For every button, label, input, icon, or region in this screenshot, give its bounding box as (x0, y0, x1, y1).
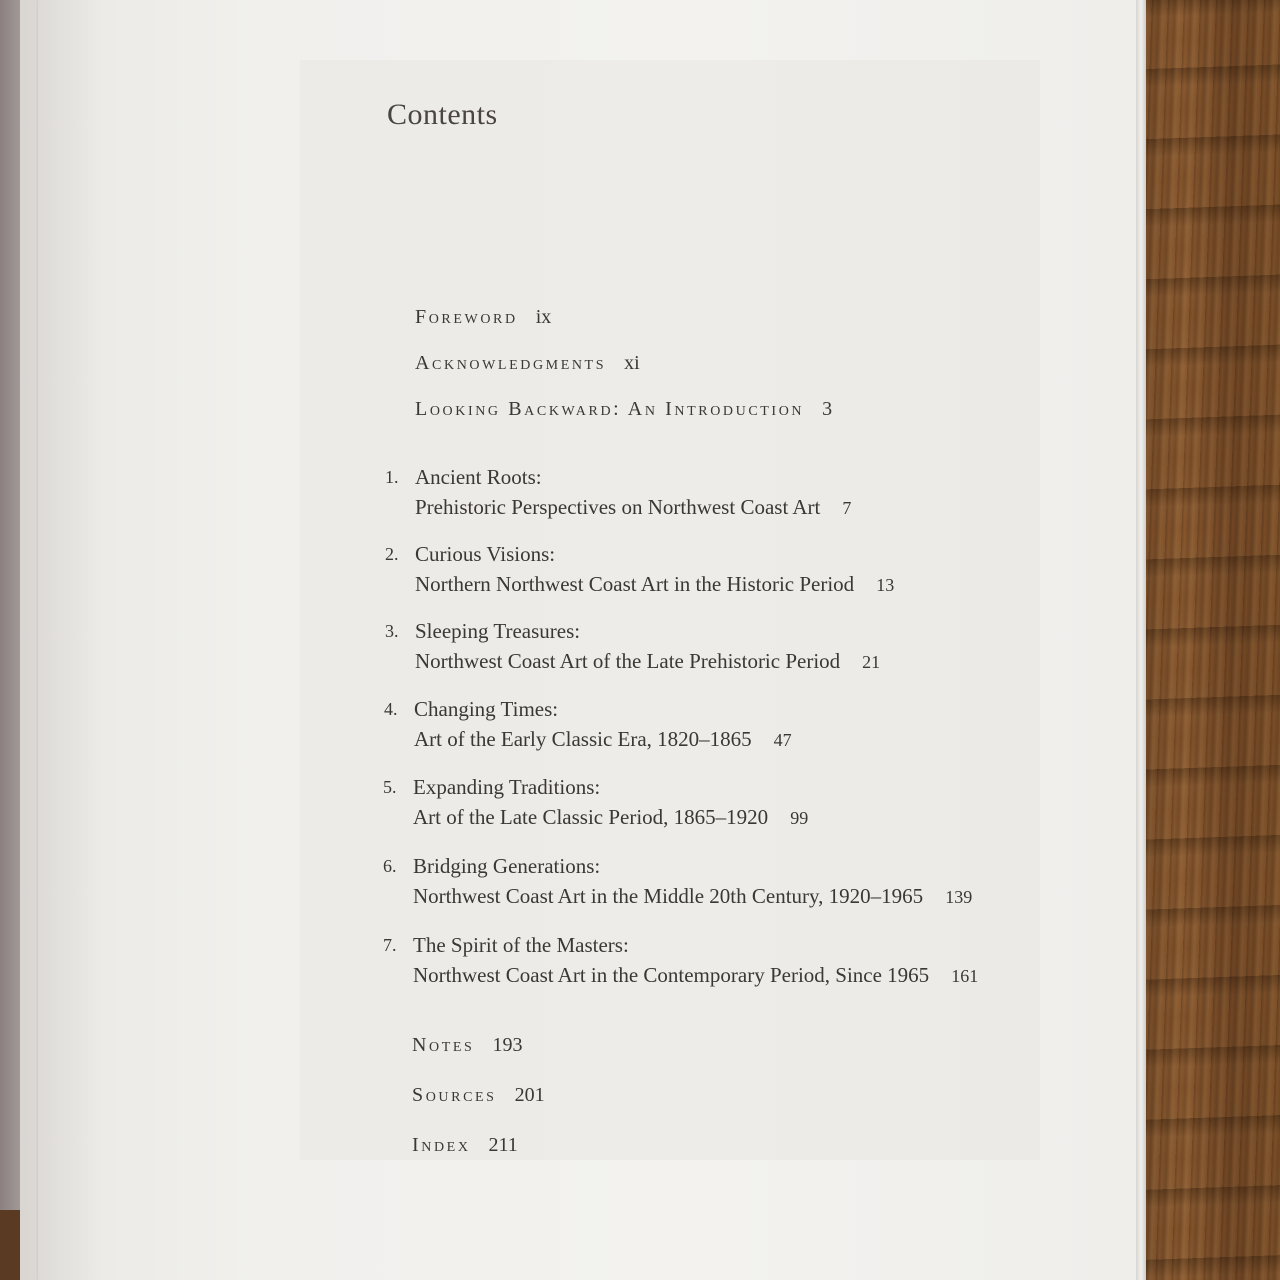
entry-label: Index (412, 1134, 471, 1156)
chapter-page: 13 (876, 575, 895, 595)
page-edge (1136, 0, 1146, 1280)
chapter-subtitle: Northwest Coast Art in the Middle 20th Century, 1920–1965 (413, 884, 924, 908)
entry-label: Acknowledgments (415, 352, 607, 374)
page-title: Contents (387, 98, 498, 131)
toc-chapter-6 (383, 851, 973, 912)
chapter-subtitle: Prehistoric Perspectives on Northwest Coast Art (415, 495, 821, 519)
entry-page: ix (535, 306, 552, 328)
chapter-page: 21 (862, 652, 881, 672)
chapter-heading: Bridging Generations: (413, 854, 601, 878)
toc-chapter-4 (384, 694, 792, 755)
entry-page: 3 (822, 398, 833, 420)
toc-entry-sources (412, 1084, 545, 1107)
chapter-number: 1. (385, 467, 399, 487)
chapter-page: 47 (773, 730, 792, 750)
chapter-number: 3. (385, 621, 399, 641)
chapter-subtitle: Art of the Late Classic Period, 1865–1920 (413, 805, 769, 829)
toc-entry-acknowledgments (415, 352, 640, 375)
chapter-heading: Expanding Traditions: (413, 775, 601, 799)
toc-entry-notes (412, 1034, 522, 1057)
chapter-number: 5. (383, 777, 397, 797)
chapter-heading: Sleeping Treasures: (415, 619, 581, 643)
chapter-number: 4. (384, 699, 398, 719)
entry-page: 193 (492, 1034, 523, 1056)
chapter-number: 6. (383, 856, 397, 876)
entry-page: 211 (488, 1134, 518, 1156)
chapter-page: 99 (790, 808, 809, 828)
toc-entry-index (412, 1134, 518, 1157)
entry-label: Notes (412, 1034, 475, 1056)
toc-chapter-3 (385, 616, 881, 677)
entry-label: Foreword (415, 306, 518, 328)
entry-label: Sources (412, 1084, 497, 1106)
toc-chapter-1 (385, 462, 852, 523)
chapter-page: 139 (945, 887, 973, 907)
toc-entry-introduction (415, 398, 832, 421)
entry-page: 201 (514, 1084, 545, 1106)
text-area-tint (300, 60, 1040, 1160)
chapter-subtitle: Northwest Coast Art of the Late Prehistoric Period (415, 649, 841, 673)
chapter-heading: The Spirit of the Masters: (413, 933, 629, 957)
chapter-subtitle: Northern Northwest Coast Art in the Historic Period (415, 572, 855, 596)
chapter-subtitle: Northwest Coast Art in the Contemporary Period, Since 1965 (413, 963, 930, 987)
chapter-subtitle: Art of the Early Classic Era, 1820–1865 (414, 727, 752, 751)
entry-page: xi (624, 352, 640, 374)
toc-entry-foreword (415, 306, 551, 329)
chapter-heading: Ancient Roots: (415, 465, 542, 489)
chapter-heading: Curious Visions: (415, 542, 556, 566)
chapter-page: 161 (951, 966, 979, 986)
toc-chapter-7 (383, 930, 979, 991)
chapter-number: 7. (383, 935, 397, 955)
chapter-page: 7 (842, 498, 852, 518)
chapter-heading: Changing Times: (414, 697, 559, 721)
toc-chapter-2 (385, 539, 895, 600)
toc-chapter-5 (383, 772, 809, 833)
chapter-number: 2. (385, 544, 399, 564)
entry-label: Looking Backward: An Introduction (415, 398, 805, 420)
